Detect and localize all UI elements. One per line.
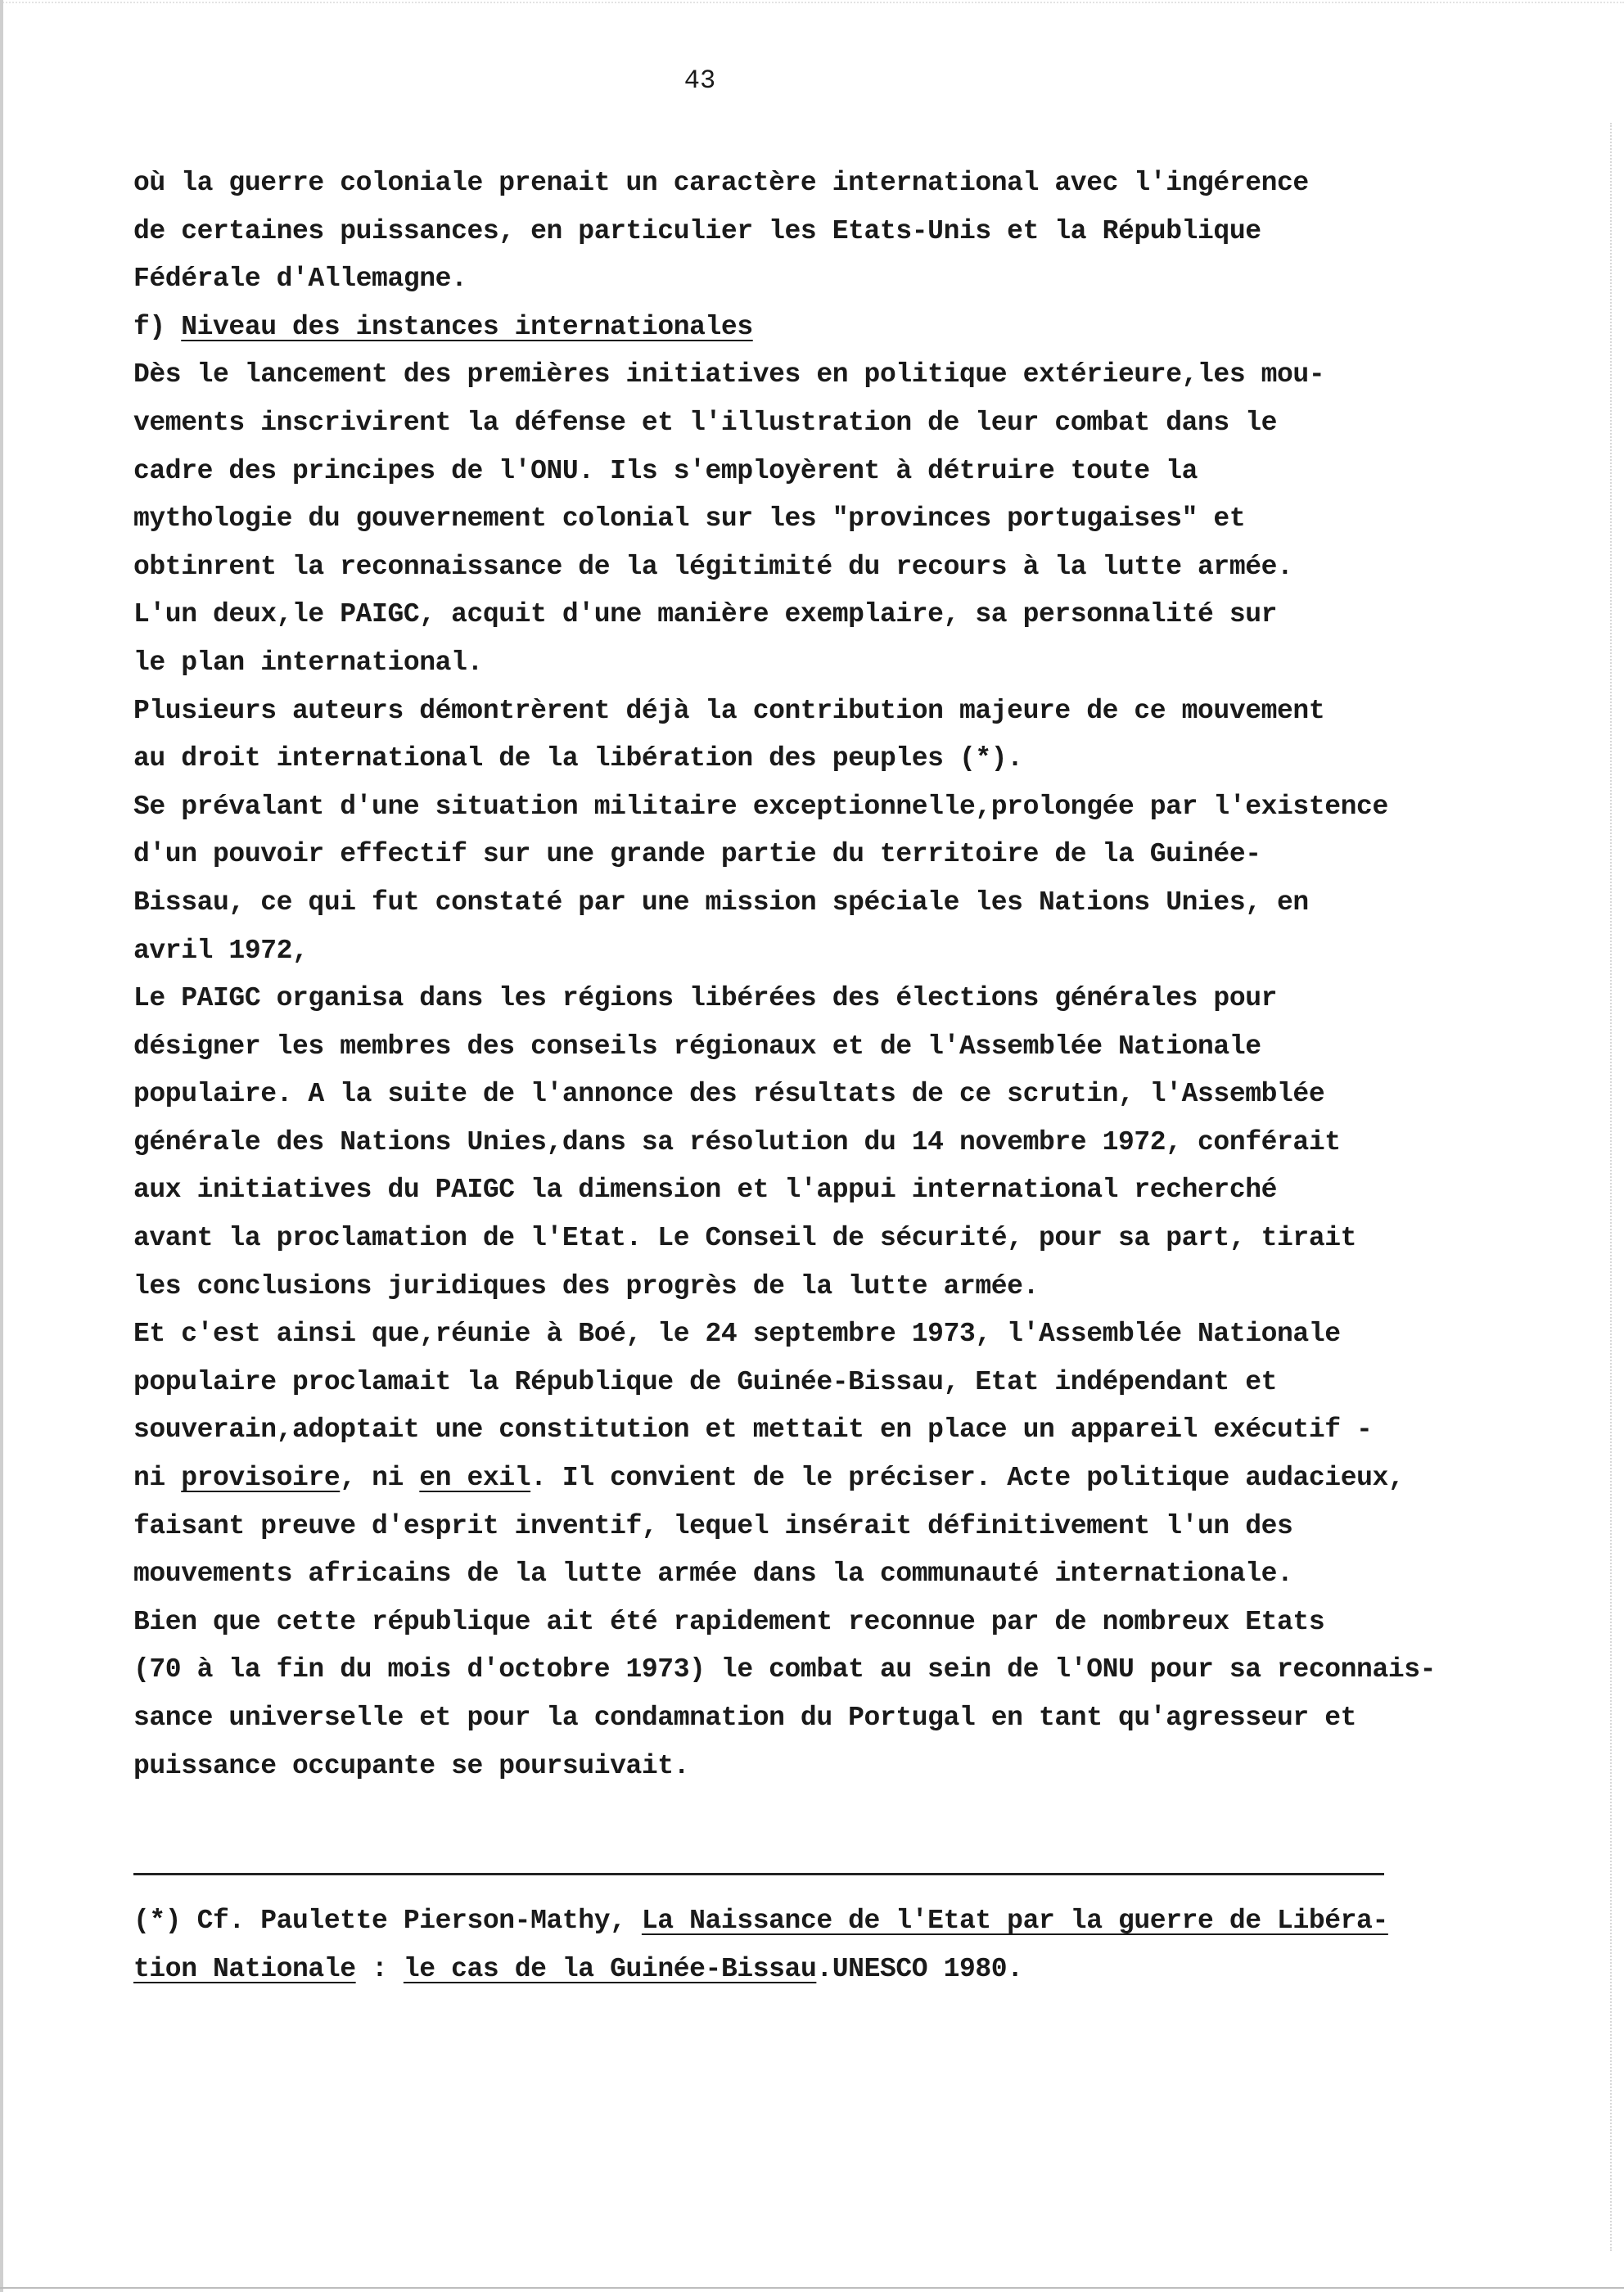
footnote-line — [133, 1946, 1484, 1994]
text-fragment: , ni — [340, 1463, 420, 1494]
text-line: populaire proclamait la République de Guinée-Bissau, Etat indépendant et — [133, 1366, 1278, 1397]
footnote — [133, 1897, 1484, 1993]
page-number: 43 — [683, 65, 716, 96]
text-line: aux initiatives du PAIGC la dimension et l'appui international recherché — [133, 1175, 1278, 1206]
text-line: avant la proclamation de l'Etat. Le Conseil de sécurité, pour sa part, tirait — [133, 1223, 1357, 1254]
underlined-provisoire: provisoire — [181, 1463, 341, 1494]
text-line: souverain,adoptait une constitution et mettait en place un appareil exécutif - — [133, 1414, 1373, 1446]
scan-bottom-edge — [0, 2287, 1624, 2289]
text-line: sance universelle et pour la condamnation du Portugal en tant qu'agresseur et — [133, 1703, 1357, 1733]
footnote-title-end: tion Nationale — [133, 1953, 356, 1984]
text-line: où la guerre coloniale prenait un caractère international avec l'ingérence — [133, 168, 1309, 198]
footnote-end: .UNESCO 1980. — [816, 1953, 1023, 1984]
text-line: L'un deux,le PAIGC, acquit d'une manière exemplaire, sa personnalité sur — [133, 599, 1278, 630]
text-line: (70 à la fin du mois d'octobre 1973) le combat au sein de l'ONU pour sa reconnais- — [133, 1654, 1437, 1685]
text-line: vements inscrivirent la défense et l'illustration de leur combat dans le — [133, 407, 1278, 438]
text-line: cadre des principes de l'ONU. Ils s'employèrent à détruire toute la — [133, 455, 1198, 486]
text-line: d'un pouvoir effectif sur une grande partie du territoire de la Guinée- — [133, 839, 1261, 870]
section-heading: Niveau des instances internationales — [181, 311, 753, 342]
footnote-line — [133, 1897, 1484, 1946]
text-line: populaire. A la suite de l'annonce des résultats de ce scrutin, l'Assemblée — [133, 1079, 1325, 1110]
scan-left-edge — [0, 0, 3, 2292]
text-line: générale des Nations Unies,dans sa résolution du 14 novembre 1972, conférait — [133, 1126, 1341, 1157]
text-line — [133, 1455, 1484, 1503]
footnote-title: La Naissance de l'Etat par la guerre de Libéra- — [641, 1906, 1388, 1936]
text-line: Et c'est ainsi que,réunie à Boé, le 24 septembre 1973, l'Assemblée Nationale — [133, 1319, 1341, 1350]
section-heading-marker: f) — [133, 311, 182, 342]
footnote-separator-text: : — [355, 1953, 404, 1984]
text-fragment: ni — [133, 1463, 182, 1494]
text-line: avril 1972, — [133, 935, 309, 966]
text-line: Plusieurs auteurs démontrèrent déjà la contribution majeure de ce mouvement — [133, 695, 1325, 726]
text-line: le plan international. — [133, 647, 483, 678]
text-line: désigner les membres des conseils régionaux et de l'Assemblée Nationale — [133, 1031, 1261, 1062]
text-line: au droit international de la libération des peuples (*). — [133, 743, 1023, 774]
text-line: faisant preuve d'esprit inventif, lequel insérait définitivement l'un des — [133, 1510, 1293, 1541]
text-line: les conclusions juridiques des progrès de la lutte armée. — [133, 1270, 1039, 1302]
text-fragment: . Il convient de le préciser. Acte politique audacieux, — [530, 1463, 1405, 1494]
text-line: mythologie du gouvernement colonial sur les "provinces portugaises" et — [133, 503, 1246, 535]
section-heading-line — [133, 304, 1484, 352]
footnote-subtitle: le cas de la Guinée-Bissau — [403, 1953, 817, 1984]
footnote-prefix: (*) Cf. Paulette Pierson-Mathy, — [133, 1906, 642, 1936]
text-line: Fédérale d'Allemagne. — [133, 264, 467, 295]
text-line: Se prévalant d'une situation militaire exceptionnelle,prolongée par l'existence — [133, 791, 1388, 822]
scan-right-edge — [1610, 123, 1613, 2251]
text-line: obtinrent la reconnaissance de la légitimité du recours à la lutte armée. — [133, 551, 1293, 582]
text-line: Le PAIGC organisa dans les régions libérées des élections générales pour — [133, 983, 1278, 1014]
text-line: puissance occupante se poursuivait. — [133, 1750, 690, 1781]
footnote-separator — [133, 1873, 1384, 1875]
body-text — [133, 160, 1484, 1790]
text-line: Dès le lancement des premières initiatives en politique extérieure,les mou- — [133, 359, 1325, 390]
scan-top-edge — [0, 2, 1624, 5]
text-line: mouvements africains de la lutte armée dans la communauté internationale. — [133, 1559, 1293, 1590]
text-line: Bien que cette république ait été rapidement reconnue par de nombreux Etats — [133, 1606, 1325, 1637]
text-line: Bissau, ce qui fut constaté par une mission spéciale les Nations Unies, en — [133, 887, 1309, 918]
underlined-en-exil: en exil — [419, 1463, 531, 1494]
text-line: de certaines puissances, en particulier les Etats-Unis et la République — [133, 215, 1261, 246]
